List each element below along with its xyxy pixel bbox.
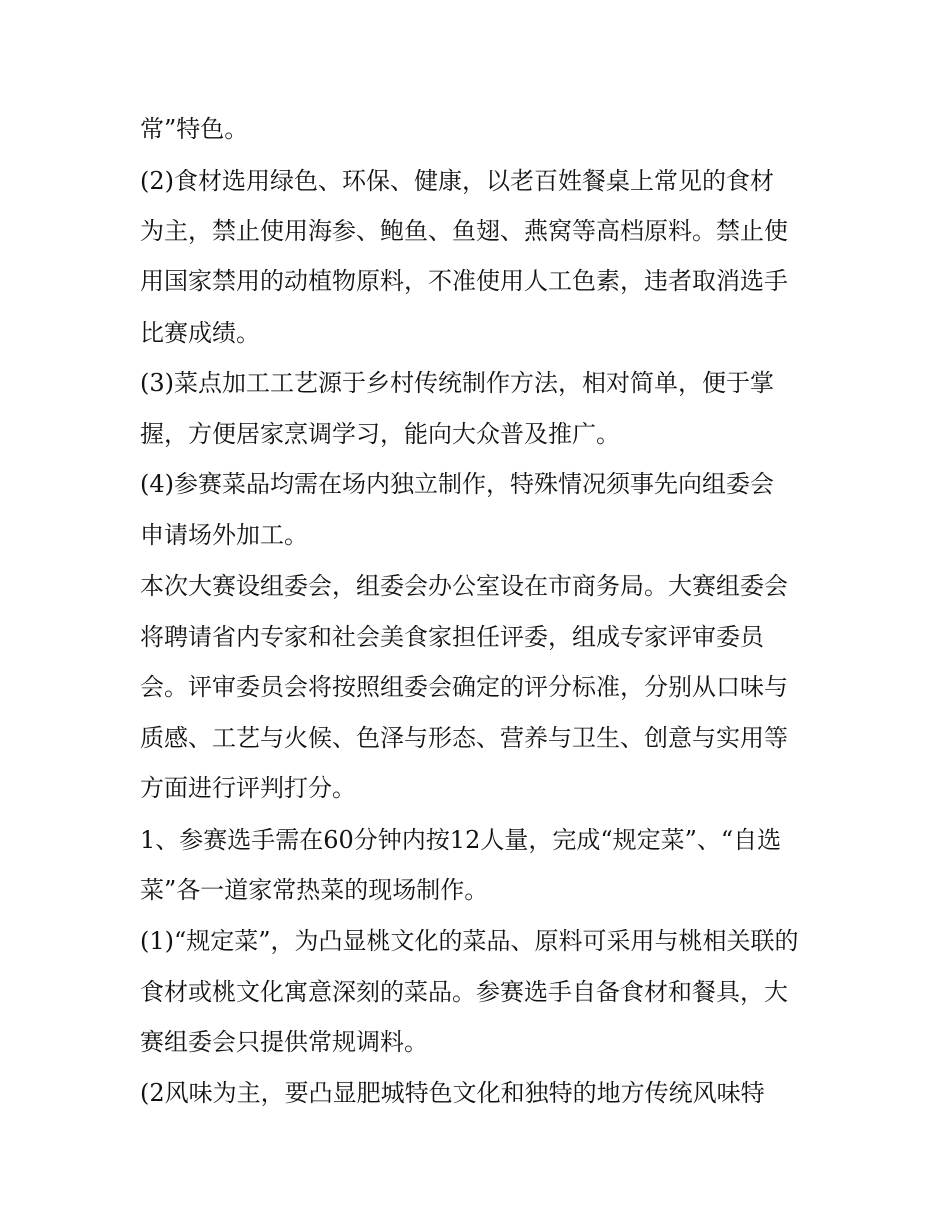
- text-line: 会。评审委员会将按照组委会确定的评分标准，分别从口味与: [140, 673, 788, 701]
- text-line: (3)菜点加工工艺源于乡村传统制作方法，相对简单，便于掌: [140, 369, 774, 397]
- text-line: 本次大赛设组委会，组委会办公室设在市商务局。大赛组委会: [140, 572, 788, 600]
- text-line: 将聘请省内专家和社会美食家担任评委，组成专家评审委员: [140, 623, 764, 651]
- text-line: 常”特色。: [140, 115, 249, 143]
- text-line: 方面进行评判打分。: [140, 774, 356, 802]
- text-line: (2)食材选用绿色、环保、健康，以老百姓餐桌上常见的食材: [140, 167, 774, 195]
- text-line: 申请场外加工。: [140, 521, 308, 549]
- text-line: 质感、工艺与火候、色泽与形态、营养与卫生、创意与实用等: [140, 724, 788, 752]
- text-line: (2风味为主，要凸显肥城特色文化和独特的地方传统风味特: [140, 1079, 765, 1107]
- text-line: 赛组委会只提供常规调料。: [140, 1028, 428, 1056]
- text-line: (4)参赛菜品均需在场内独立制作，特殊情况须事先向组委会: [140, 470, 774, 498]
- text-line: 握，方便居家烹调学习，能向大众普及推广。: [140, 420, 620, 448]
- text-line: 比赛成绩。: [140, 319, 260, 347]
- text-line: 食材或桃文化寓意深刻的菜品。参赛选手自备食材和餐具，大: [140, 978, 788, 1006]
- text-line: 1、参赛选手需在60分钟内按12人量，完成“规定菜”、“自选: [140, 826, 782, 854]
- text-line: 菜”各一道家常热菜的现场制作。: [140, 876, 489, 904]
- text-line: 为主，禁止使用海参、鲍鱼、鱼翅、燕窝等高档原料。禁止使: [140, 217, 788, 245]
- text-line: (1)“规定菜”，为凸显桃文化的菜品、原料可采用与桃相关联的: [140, 927, 799, 955]
- text-line: 用国家禁用的动植物原料，不准使用人工色素，违者取消选手: [140, 267, 788, 295]
